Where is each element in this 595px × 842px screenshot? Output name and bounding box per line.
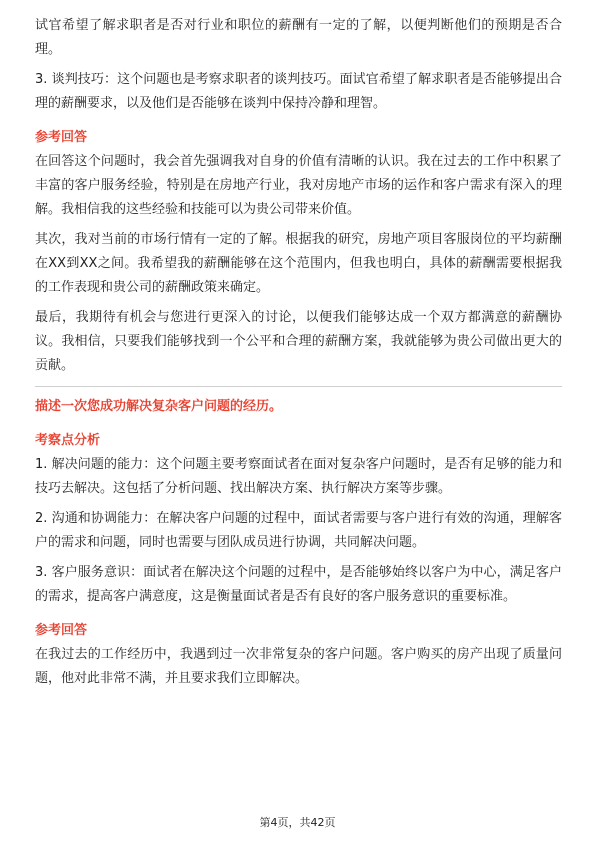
- body-paragraph: 3. 谈判技巧：这个问题也是考察求职者的谈判技巧。面试官希望了解求职者是否能够提出合理的薪酬要求，以及他们是否能够在谈判中保持冷静和理智。: [35, 72, 562, 111]
- answer-paragraph: 在我过去的工作经历中，我遇到过一次非常复杂的客户问题。客户购买的房产出现了质量问题，他对此非常不满，并且要求我们立即解决。: [35, 647, 562, 686]
- answer-heading: 参考回答: [35, 130, 88, 145]
- question-title: 描述一次您成功解决复杂客户问题的经历。: [35, 399, 283, 414]
- analysis-heading: 考察点分析: [35, 433, 101, 448]
- analysis-point: 2. 沟通和协调能力：在解决客户问题的过程中，面试者需要与客户进行有效的沟通，理解客户的需求和问题，同时也需要与团队成员进行协调，共同解决问题。: [35, 511, 562, 550]
- body-paragraph: 试官希望了解求职者是否对行业和职位的薪酬有一定的了解，以便判断他们的预期是否合理。: [35, 18, 562, 57]
- section-divider: [35, 386, 562, 387]
- page-number: 第4页，共42页: [259, 816, 336, 829]
- answer-paragraph: 最后，我期待有机会与您进行更深入的讨论，以便我们能够达成一个双方都满意的薪酬协议。我相信，只要我们能够找到一个公平和合理的薪酬方案，我就能够为贵公司做出更大的贡献。: [35, 310, 562, 373]
- answer-heading: 参考回答: [35, 623, 88, 638]
- analysis-point: 3. 客户服务意识：面试者在解决这个问题的过程中，是否能够始终以客户为中心，满足客户的需求，提高客户满意度，这是衡量面试者是否有良好的客户服务意识的重要标准。: [35, 565, 562, 604]
- answer-paragraph: 其次，我对当前的市场行情有一定的了解。根据我的研究，房地产项目客服岗位的平均薪酬在XX到XX之间。我希望我的薪酬能够在这个范围内，但我也明白，具体的薪酬需要根据我的工作表现和贵公司的薪酬政策来确定。: [35, 232, 562, 295]
- answer-paragraph: 在回答这个问题时，我会首先强调我对自身的价值有清晰的认识。我在过去的工作中积累了丰富的客户服务经验，特别是在房地产行业，我对房地产市场的运作和客户需求有深入的理解。我相信我的这些经验和技能可以为贵公司带来价值。: [35, 154, 562, 217]
- document-page: [35, 14, 562, 691]
- analysis-point: 1. 解决问题的能力：这个问题主要考察面试者在面对复杂客户问题时，是否有足够的能力和技巧去解决。这包括了分析问题、找出解决方案、执行解决方案等步骤。: [35, 457, 562, 496]
